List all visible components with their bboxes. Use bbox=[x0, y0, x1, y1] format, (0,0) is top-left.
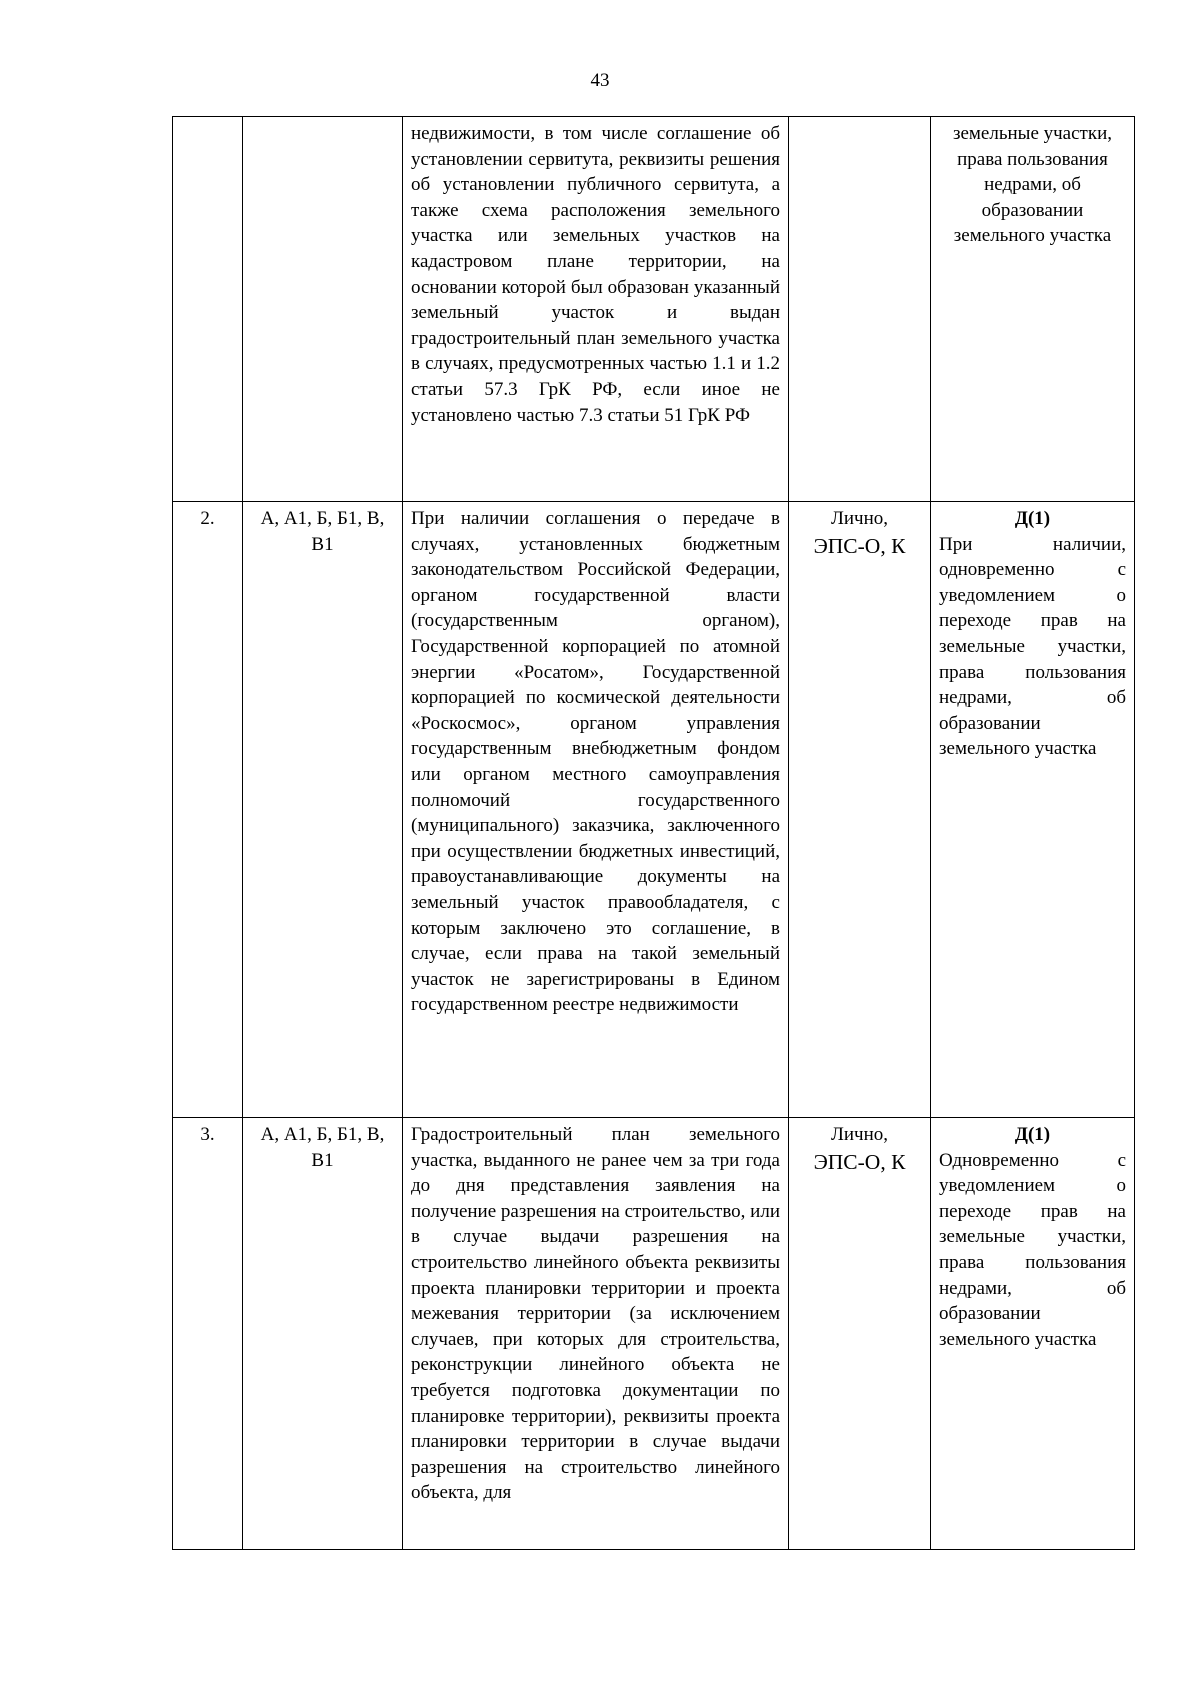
table-row bbox=[173, 502, 1135, 1118]
table-row bbox=[173, 117, 1135, 502]
row-number: 2. bbox=[173, 502, 243, 1118]
condition-text: При наличии, одновременно с уведомлением о переходе прав на земельные участки, права пользования недрами, об образовании земельного участка bbox=[939, 533, 1126, 760]
submission-method-line1: Лично, bbox=[830, 508, 889, 529]
applicant-categories bbox=[243, 117, 403, 502]
submission-method-line2: ЭПС-О, К bbox=[813, 533, 906, 558]
submission-condition bbox=[931, 502, 1135, 1118]
applicant-categories: А, А1, Б, Б1, В, В1 bbox=[243, 1118, 403, 1550]
applicant-categories: А, А1, Б, Б1, В, В1 bbox=[243, 502, 403, 1118]
document-description: Градостроительный план земельного участка, выданного не ранее чем за три года до дня представления заявления на получение разрешения на строительство, или в случае выдачи разрешения на строительство линейного объекта реквизиты проекта планировки территории и проекта межевания территории (за исключением случаев, при которых для строительства, реконструкции линейного объекта не требуется подготовка документации по планировке территории), реквизиты проекта планировки территории в случае выдачи разрешения на строительство линейного объекта, для bbox=[403, 1118, 789, 1550]
document-code: Д(1) bbox=[1014, 508, 1051, 529]
submission-condition bbox=[931, 117, 1135, 502]
row-number bbox=[173, 117, 243, 502]
page-number: 43 bbox=[590, 70, 610, 91]
document-code: Д(1) bbox=[1014, 1124, 1051, 1145]
submission-condition bbox=[931, 1118, 1135, 1550]
submission-method bbox=[789, 502, 931, 1118]
condition-text: земельные участки, права пользования недрами, об образовании земельного участка bbox=[952, 123, 1113, 247]
submission-method bbox=[789, 1118, 931, 1550]
table-row bbox=[173, 1118, 1135, 1550]
document-description: недвижимости, в том числе соглашение об установлении сервитута, реквизиты решения об установлении публичного сервитута, а также схема расположения земельного участка или земельных участков на кадастровом плане территории, на основании которой был образован указанный земельный участок и выдан градостроительный план земельного участка в случаях, предусмотренных частью 1.1 и 1.2 статьи 57.3 ГрК РФ, если иное не установлено частью 7.3 статьи 51 ГрК РФ bbox=[403, 117, 789, 502]
submission-method bbox=[789, 117, 931, 502]
documents-table bbox=[172, 116, 1135, 1550]
row-number: 3. bbox=[173, 1118, 243, 1550]
submission-method-line1: Лично, bbox=[830, 1124, 889, 1145]
document-description: При наличии соглашения о передаче в случаях, установленных бюджетным законодательством Российской Федерации, органом государственной власти (государственным органом), Государственной корпорацией по атомной энергии «Росатом», Государственной корпорацией по космической деятельности «Роскосмос», органом управления государственным внебюджетным фондом или органом местного самоуправления полномочий государственного (муниципального) заказчика, заключенного при осуществлении бюджетных инвестиций, правоустанавливающие документы на земельный участок правообладателя, с которым заключено это соглашение, в случае, если права на такой земельный участок не зарегистрированы в Едином государственном реестре недвижимости bbox=[403, 502, 789, 1118]
submission-method-line2: ЭПС-О, К bbox=[813, 1149, 906, 1174]
condition-text: Одновременно с уведомлением о переходе прав на земельные участки, права пользования недрами, об образовании земельного участка bbox=[939, 1149, 1126, 1350]
